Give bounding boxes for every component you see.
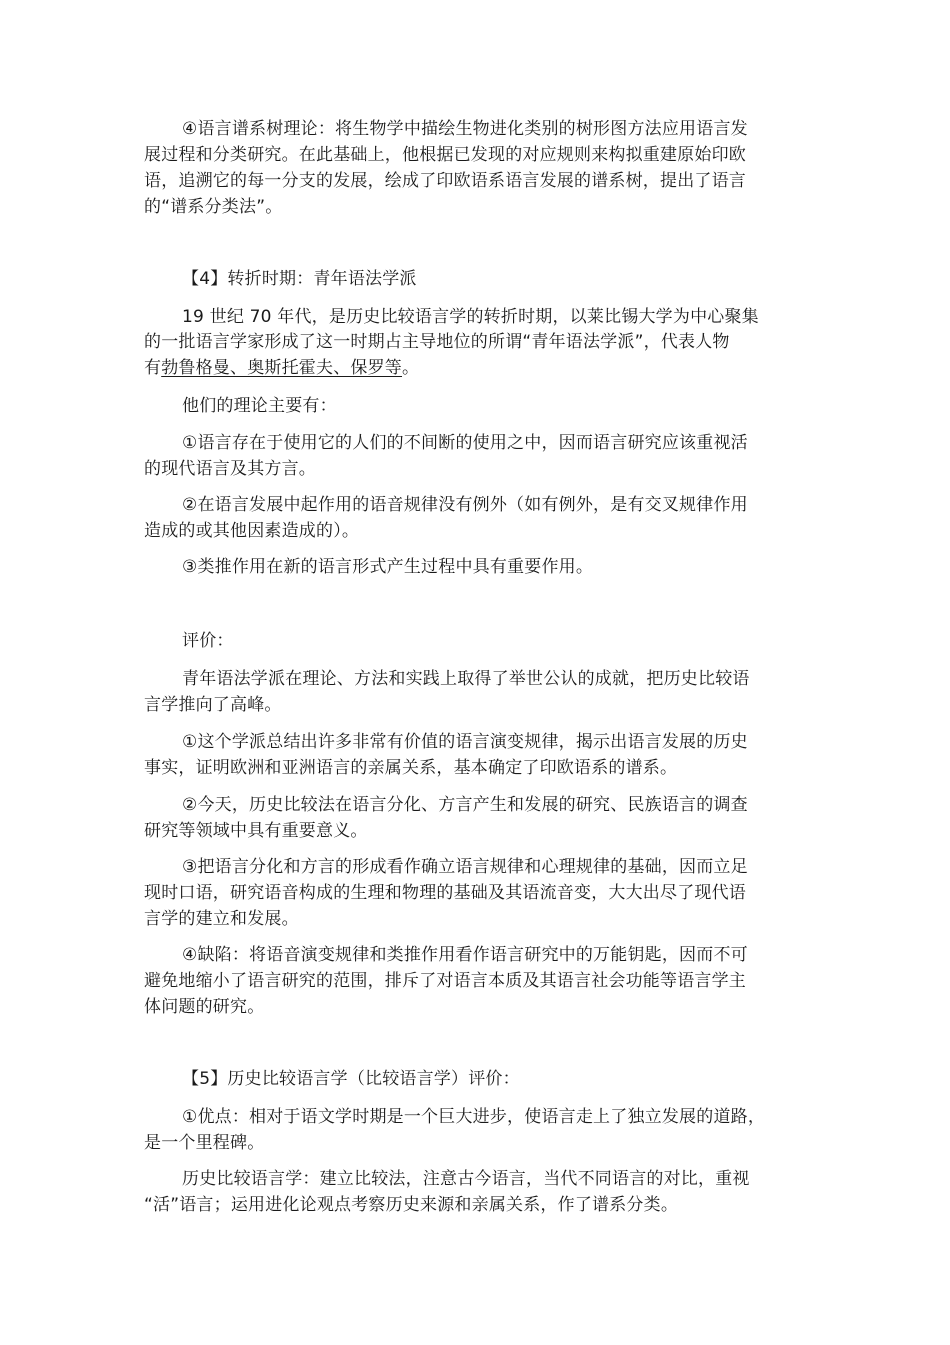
evaluation-point-4-line-2: 避免地缩小了语言研究的范围，排斥了对语言本质及其语言社会功能等语言学主	[144, 971, 746, 991]
evaluation-point-4-line-3: 体问题的研究。	[144, 997, 265, 1017]
evaluation-point-1-line-2: 事实，证明欧洲和亚洲语言的亲属关系，基本确定了印欧语系的谱系。	[144, 758, 678, 778]
evaluation-summary-line-1: 青年语法学派在理论、方法和实践上取得了举世公认的成就，把历史比较语	[182, 669, 750, 689]
intro-line-3-suffix: 。	[402, 358, 420, 378]
representative-figures: 勃鲁格曼、奥斯托霍夫、保罗等	[161, 358, 403, 378]
evaluation-point-3-line-1: ③把语言分化和方言的形成看作确立语言规律和心理规律的基础，因而立足	[182, 857, 748, 877]
tree-theory-line-3: 语，追溯它的每一分支的发展，绘成了印欧语系语言发展的谱系树，提出了语言	[144, 171, 746, 191]
turning-intro-line-3	[144, 357, 419, 379]
theory-1-line-2: 的现代语言及其方言。	[144, 459, 316, 479]
evaluation-point-3-line-3: 言学的建立和发展。	[144, 909, 299, 929]
turning-intro-line-2: 的一批语言学家形成了这一时期占主导地位的所谓“青年语法学派”，代表人物	[144, 332, 730, 352]
evaluation-point-4-line-1: ④缺陷：将语音演变规律和类推作用看作语言研究中的万能钥匙，因而不可	[182, 945, 748, 965]
merit-line-2: 是一个里程碑。	[144, 1133, 265, 1153]
theory-2-line-2: 造成的或其他因素造成的）。	[144, 521, 360, 541]
intro-line-3-prefix: 有	[144, 358, 162, 378]
evaluation-point-2-line-2: 研究等领域中具有重要意义。	[144, 821, 368, 841]
comparative-summary-line-1: 历史比较语言学：建立比较法，注意古今语言，当代不同语言的对比，重视	[182, 1169, 750, 1189]
theory-3: ③类推作用在新的语言形式产生过程中具有重要作用。	[182, 557, 594, 577]
tree-theory-line-2: 展过程和分类研究。在此基础上，他根据已发现的对应规则来构拟重建原始印欧	[144, 145, 746, 165]
theory-intro: 他们的理论主要有：	[182, 396, 337, 416]
evaluation-heading: 评价：	[182, 631, 234, 651]
evaluation-point-1-line-1: ①这个学派总结出许多非常有价值的语言演变规律，揭示出语言发展的历史	[182, 732, 748, 752]
evaluation-summary-line-2: 言学推向了高峰。	[144, 695, 282, 715]
tree-theory-line-1: ④语言谱系树理论：将生物学中描绘生物进化类别的树形图方法应用语言发	[182, 119, 748, 139]
theory-1-line-1: ①语言存在于使用它的人们的不间断的使用之中，因而语言研究应该重视活	[182, 433, 748, 453]
tree-theory-line-4: 的“谱系分类法”。	[144, 197, 283, 217]
section-5-heading: 【5】历史比较语言学（比较语言学）评价：	[182, 1069, 520, 1089]
evaluation-point-3-line-2: 现时口语，研究语音构成的生理和物理的基础及其语流音变，大大出尽了现代语	[144, 883, 746, 903]
turning-intro-line-1: 19 世纪 70 年代，是历史比较语言学的转折时期，以莱比锡大学为中心聚集	[182, 307, 759, 327]
section-4-heading: 【4】转折时期：青年语法学派	[182, 269, 417, 289]
comparative-summary-line-2: “活”语言；运用进化论观点考察历史来源和亲属关系，作了谱系分类。	[144, 1195, 679, 1215]
evaluation-point-2-line-1: ②今天，历史比较法在语言分化、方言产生和发展的研究、民族语言的调查	[182, 795, 748, 815]
theory-2-line-1: ②在语言发展中起作用的语音规律没有例外（如有例外，是有交叉规律作用	[182, 495, 748, 515]
merit-line-1: ①优点：相对于语文学时期是一个巨大进步，使语言走上了独立发展的道路，	[182, 1107, 766, 1127]
